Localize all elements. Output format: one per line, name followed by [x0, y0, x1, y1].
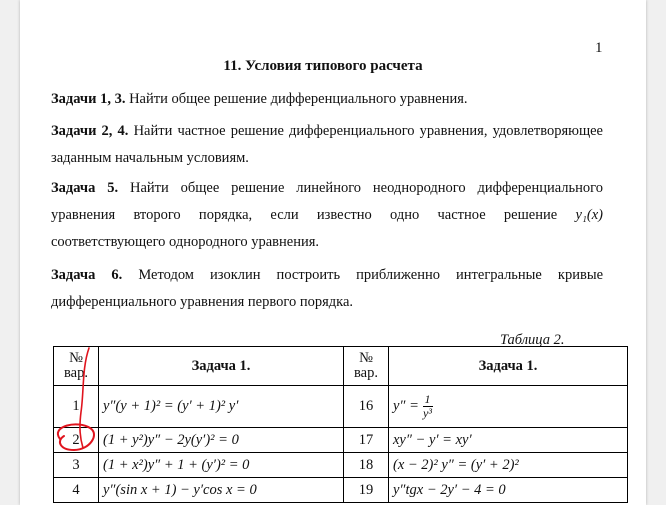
equation: y″(sin x + 1) − y′cos x = 0 [99, 478, 344, 503]
task-5 [51, 175, 603, 256]
table-row [54, 478, 628, 503]
document-page [20, 0, 646, 505]
table-row [54, 428, 628, 453]
task-text-line3: соответствующего однородного уравнения. [51, 234, 320, 250]
task-text: Найти общее решение дифференциального уравнения. [129, 91, 468, 107]
table-header-row [54, 347, 628, 386]
task-text-line2: заданным начальным условиям. [51, 150, 249, 166]
task-text-line1: Методом изоклин построить приближенно интегральные кривые [138, 267, 604, 283]
variant-number: 19 [344, 478, 389, 503]
equation: (1 + x²)y″ + 1 + (y′)² = 0 [99, 453, 344, 478]
variants-table [53, 346, 628, 503]
task-label: Задачи 1, 3. [51, 91, 126, 107]
section-title: 11. Условия типового расчета [223, 58, 423, 74]
task-text-line2: уравнения второго порядка, если известно одно частное решение [51, 207, 558, 223]
equation: y″(y + 1)² = (y′ + 1)² y′ [99, 386, 344, 428]
task-6 [51, 262, 603, 316]
fraction: $\frac{1}{\text{y³}}$ [423, 392, 432, 420]
page-number: 1 [595, 40, 603, 56]
header-task-2: Задача 1. [389, 347, 628, 386]
task-label: Задача 6. [51, 267, 123, 283]
task-text-line2: дифференциального уравнения первого порядка. [51, 294, 354, 310]
variant-number: 18 [344, 453, 389, 478]
task-label: Задачи 2, 4. [51, 123, 129, 139]
task-1-3 [51, 86, 603, 113]
equation: (1 + y²)y″ − 2y(y′)² = 0 [99, 428, 344, 453]
header-variant-number: № вар. [54, 347, 99, 386]
table-row [54, 386, 628, 428]
table-row [54, 453, 628, 478]
particular-solution-math: y₁(x) [575, 207, 604, 223]
equation: y″ = $\frac{1}{\text{y³}}$ [389, 386, 628, 428]
task-text-line1: Найти частное решение дифференциального уравнения, удовлетворяющее [133, 123, 603, 139]
task-text-line1: Найти общее решение линейного неоднородного дифференциального [129, 180, 603, 196]
equation: y″tgx − 2y′ − 4 = 0 [389, 478, 628, 503]
variant-number: 1 [54, 386, 99, 428]
variant-number: 3 [54, 453, 99, 478]
header-variant-number-2: № вар. [344, 347, 389, 386]
variant-number: 2 [54, 428, 99, 453]
variant-number: 16 [344, 386, 389, 428]
equation: (x − 2)² y″ = (y′ + 2)² [389, 453, 628, 478]
equation: xy″ − y′ = xy′ [389, 428, 628, 453]
variant-number: 4 [54, 478, 99, 503]
table-caption: Таблица 2. [500, 332, 565, 348]
task-2-4 [51, 118, 603, 172]
task-label: Задача 5. [51, 180, 119, 196]
header-task: Задача 1. [99, 347, 344, 386]
variant-number: 17 [344, 428, 389, 453]
